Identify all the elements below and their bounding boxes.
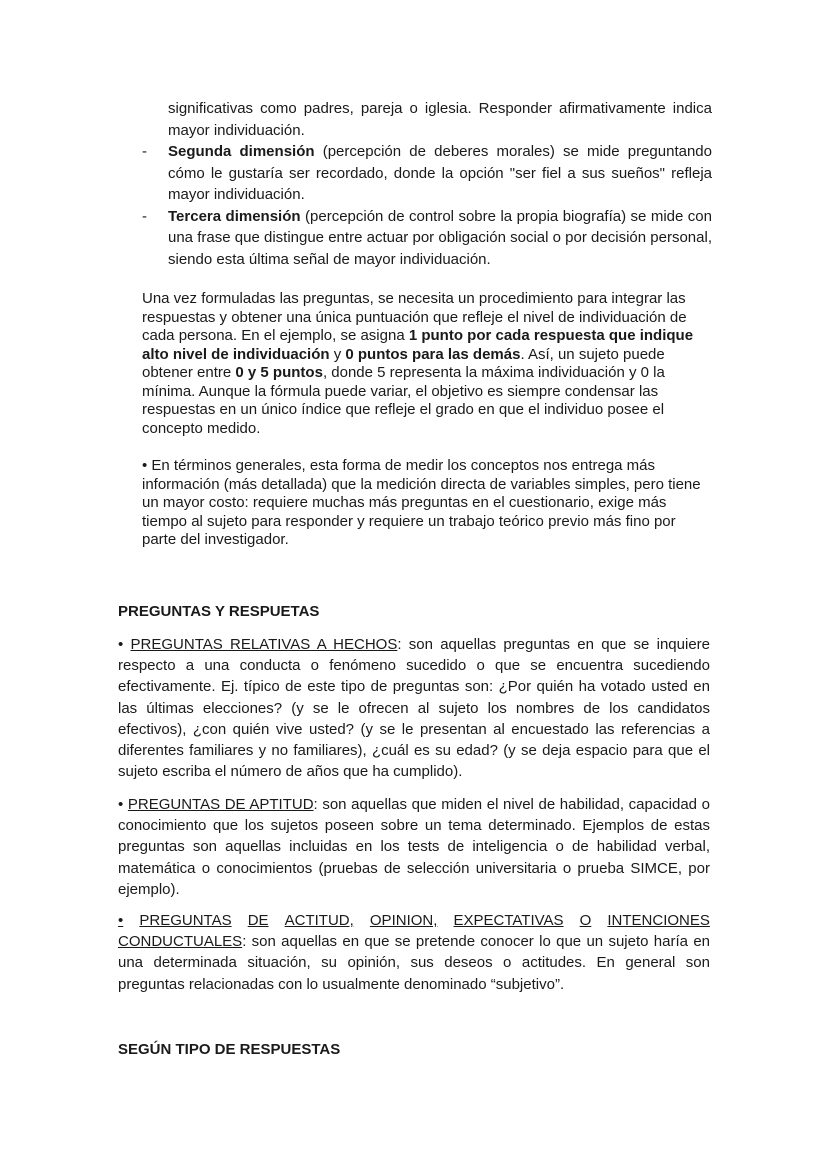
integration-text: y [329,345,346,363]
dimension-item-second [142,141,712,206]
attitude-title-word: DE [247,912,269,929]
bullet: • [118,636,131,653]
aptitude-title: PREGUNTAS DE APTITUD [127,796,314,813]
dimension-list [142,98,712,270]
dimension-lead: Tercera dimensión [168,207,301,225]
dimension-item-third [142,206,712,271]
attitude-title-line [118,910,710,931]
facts-text: : son aquellas preguntas en que se inquiere respecto a una conducta o fenómeno sucedido o que se encuentra sucediendo efectivamente. Ej. típico de este tipo de preguntas son: ¿Por quién ha votado usted en las últimas elecciones? (y se le ofrecen al sujeto los nombres de los candidatos efectivos), ¿con quién vive usted? (y se le presentan al encuestado las referencias a diferentes familiares y no familiares), ¿cuál es su edad? (y se deja espacio para que el sujeto escriba el número de años que ha cumplido). [118,636,710,781]
integration-bold-text: 0 y 5 puntos [235,364,323,381]
dimension-text: (percepción de deberes morales) se mide preguntando cómo le gustaría ser recordado, donde la opción "ser fiel a sus sueños" refleja mayor individuación. [168,143,712,203]
facts-paragraph [118,634,710,782]
integration-text: . Así, un sujeto puede obtener entre [142,345,665,381]
integration-paragraph [142,290,712,438]
facts-title: PREGUNTAS RELATIVAS A HECHOS [130,636,398,653]
section-heading-responses: SEGÚN TIPO DE RESPUESTAS [118,1041,341,1058]
bullet: • [118,796,128,813]
integration-bold-text: 0 puntos para las demás [345,345,521,363]
section-heading-questions: PREGUNTAS Y RESPUETAS [118,603,320,620]
attitude-title-word: PREGUNTAS [139,912,232,929]
attitude-title-word: INTENCIONES [607,912,710,929]
dimension-item-first [142,98,712,141]
integration-text: , donde 5 representa la máxima individuación y 0 la mínima. Aunque la fórmula puede variar, el objetivo es siempre condensar las respuestas en un único índice que refleje el grado en que el individuo posee el concepto medido. [142,364,665,437]
integration-bold-text: 1 punto por cada respuesta que indique alto nivel de individuación [142,327,694,363]
attitude-title-word: EXPECTATIVAS [453,912,564,929]
dash-bullet: - [142,207,147,225]
dash-bullet: - [142,143,147,160]
aptitude-paragraph [118,794,710,900]
aptitude-text: : son aquellas que miden el nivel de habilidad, capacidad o conocimiento que los sujetos poseen sobre un tema determinado. Ejemplos de estas preguntas son aquellas incluidas en los tests de inteligencia o de habilidad verbal, matemática o conocimientos (pruebas de selección universitaria o prueba SIMCE, por ejemplo). [118,796,710,898]
attitude-text: : son aquellas en que se pretende conocer lo que un sujeto haría en una determinada situación, su opinión, sus deseos o actitudes. En general son preguntas relacionadas con lo usualmente denominado “subjetivo”. [118,933,710,993]
dimension-text: significativas como padres, pareja o iglesia. Responder afirmativamente indica mayor individuación. [168,100,712,139]
attitude-title-word: O [579,912,592,929]
attitude-paragraph [118,910,710,995]
attitude-title-word: ACTITUD, [284,912,354,929]
attitude-title-word: OPINION, [369,912,438,929]
integration-text: Una vez formuladas las preguntas, se necesita un procedimiento para integrar las respuestas y obtener una única puntuación que refleje el nivel de individuación de cada persona. En el ejemplo, se asigna [142,290,687,344]
dimension-text: (percepción de control sobre la propia biografía) se mide con una frase que distingue entre actuar por obligación social o por decisión personal, siendo esta última señal de mayor individuación. [168,207,712,268]
attitude-title-end: CONDUCTUALES [118,933,243,951]
bullet: • [118,912,124,929]
attitude-body [118,931,710,995]
general-paragraph: • En términos generales, esta forma de medir los conceptos nos entrega más información (más detallada) que la medición directa de variables simples, pero tiene un mayor costo: requiere muchas más preguntas en el cuestionario, exige más tiempo al sujeto para responder y requiere un trabajo teórico previo más fino por parte del investigador. [142,457,701,548]
dimension-lead: Segunda dimensión [168,143,315,160]
